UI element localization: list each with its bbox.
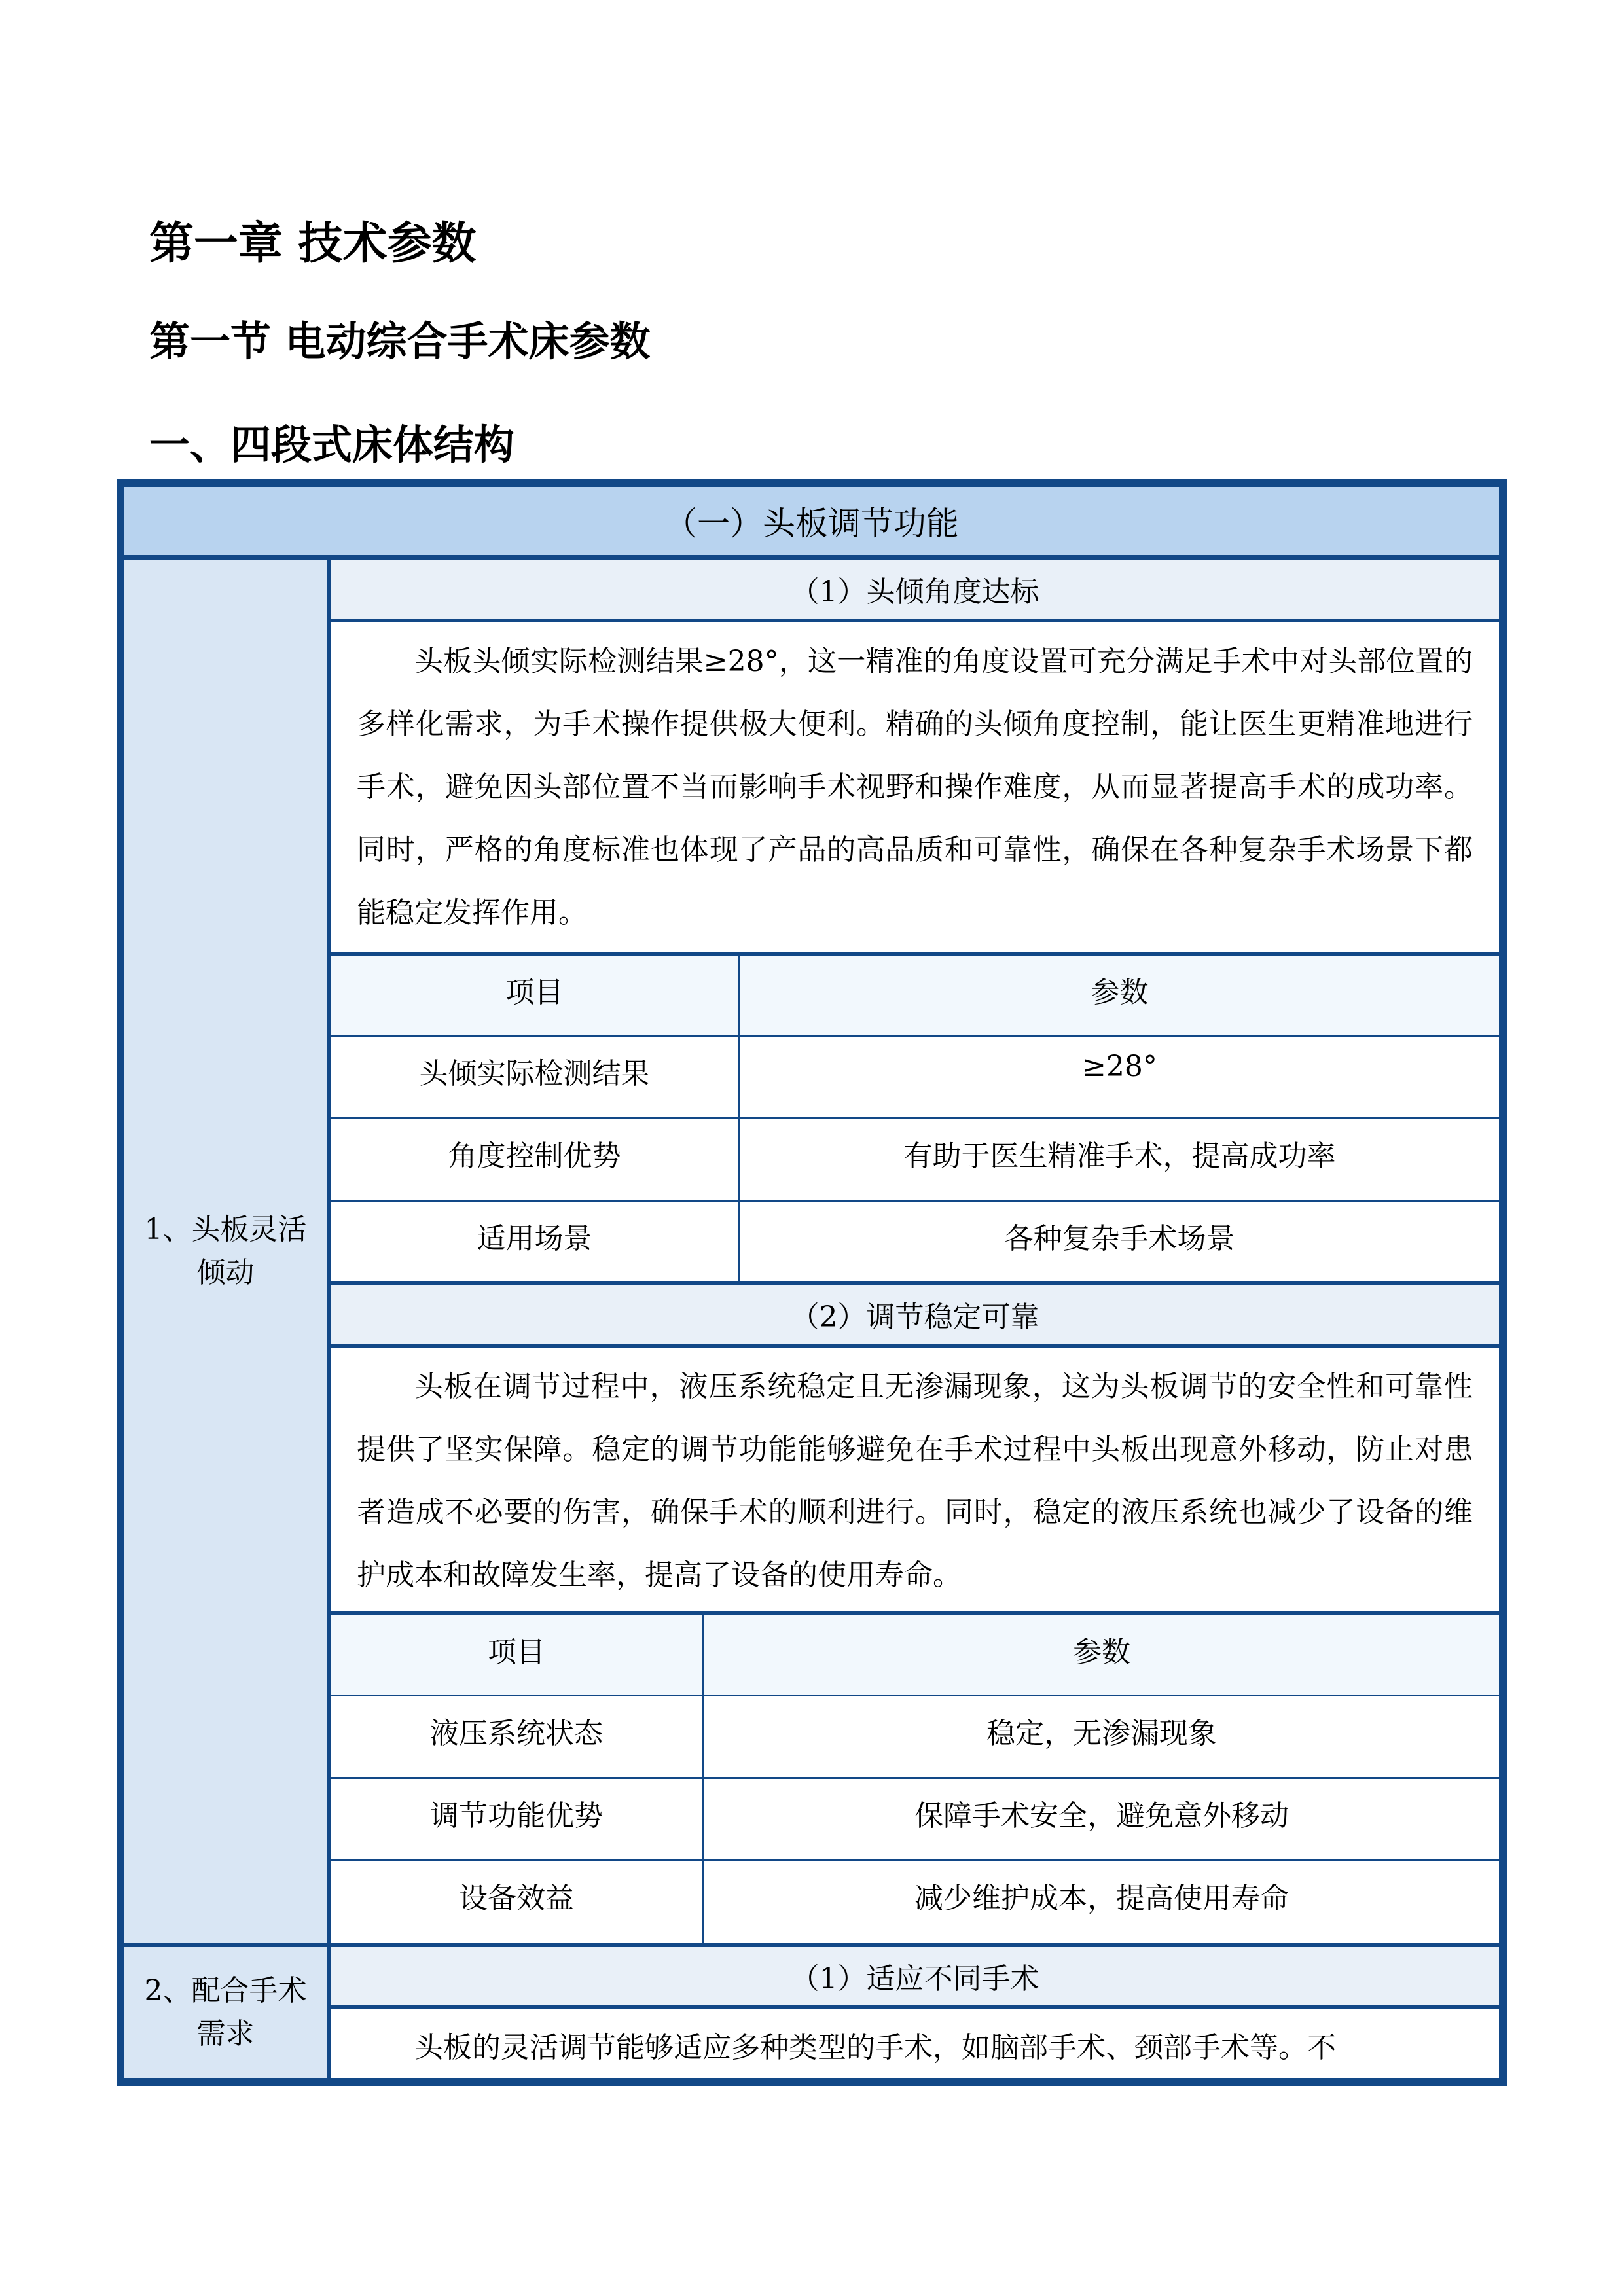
table-row-label: 角度控制优势: [331, 1119, 738, 1200]
paragraph-text: 头板在调节过程中，液压系统稳定且无渗漏现象，这为头板调节的安全性和可靠性提供了坚实保障。稳定的调节功能能够避免在手术过程中头板出现意外移动，防止对患者造成不必要的伤害，确保手术的顺利进行。同时，稳定的液压系统也减少了设备的维护成本和故障发生率，提高了设备的使用寿命。: [357, 1370, 1473, 1592]
param-table-header-item: 项目: [331, 1615, 702, 1695]
chapter-title: 第一章 技术参数: [149, 218, 477, 270]
item-title: （2）调节稳定可靠: [331, 1285, 1499, 1344]
table-row-value: 各种复杂手术场景: [740, 1202, 1499, 1281]
paragraph-text: 头板头倾实际检测结果≥28°，这一精准的角度设置可充分满足手术中对头部位置的多样化需求，为手术操作提供极大便利。精确的头倾角度控制，能让医生更精准地进行手术，避免因头部位置不当而影响手术视野和操作难度，从而显著提高手术的成功率。同时，严格的角度标准也体现了产品的高品质和可靠性，确保在各种复杂手术场景下都能稳定发挥作用。: [357, 645, 1473, 929]
section-title: 第一节 电动综合手术床参数: [149, 317, 651, 365]
table-row-value: 保障手术安全，避免意外移动: [704, 1779, 1499, 1859]
item-paragraph: [331, 622, 1499, 952]
item-paragraph: [331, 2009, 1499, 2078]
item-title: （1）适应不同手术: [331, 1947, 1499, 2005]
paragraph-text: 头板的灵活调节能够适应多种类型的手术，如脑部手术、颈部手术等。不: [414, 2031, 1336, 2064]
table-row-value: 有助于医生精准手术，提高成功率: [740, 1119, 1499, 1200]
table-row-label: 头倾实际检测结果: [331, 1037, 738, 1117]
param-table-header-value: 参数: [740, 956, 1499, 1035]
table-title: （一）头板调节功能: [124, 487, 1499, 555]
table-row-value: 稳定，无渗漏现象: [704, 1696, 1499, 1777]
group-label: 2、配合手术需求: [124, 1947, 327, 2078]
param-table-header-item: 项目: [331, 956, 738, 1035]
table-row-label: 适用场景: [331, 1202, 738, 1281]
table-row-label: 设备效益: [331, 1861, 702, 1943]
subsection-title: 一、四段式床体结构: [149, 421, 515, 469]
group-label: 1、头板灵活倾动: [124, 560, 327, 1943]
item-paragraph: [331, 1348, 1499, 1611]
table-row-value: ≥28°: [740, 1037, 1499, 1117]
parameter-table: [117, 479, 1507, 2086]
table-row-label: 调节功能优势: [331, 1779, 702, 1859]
table-row-label: 液压系统状态: [331, 1696, 702, 1777]
item-title: （1）头倾角度达标: [331, 560, 1499, 619]
table-row-value: 减少维护成本，提高使用寿命: [704, 1861, 1499, 1943]
param-table-header-value: 参数: [704, 1615, 1499, 1695]
